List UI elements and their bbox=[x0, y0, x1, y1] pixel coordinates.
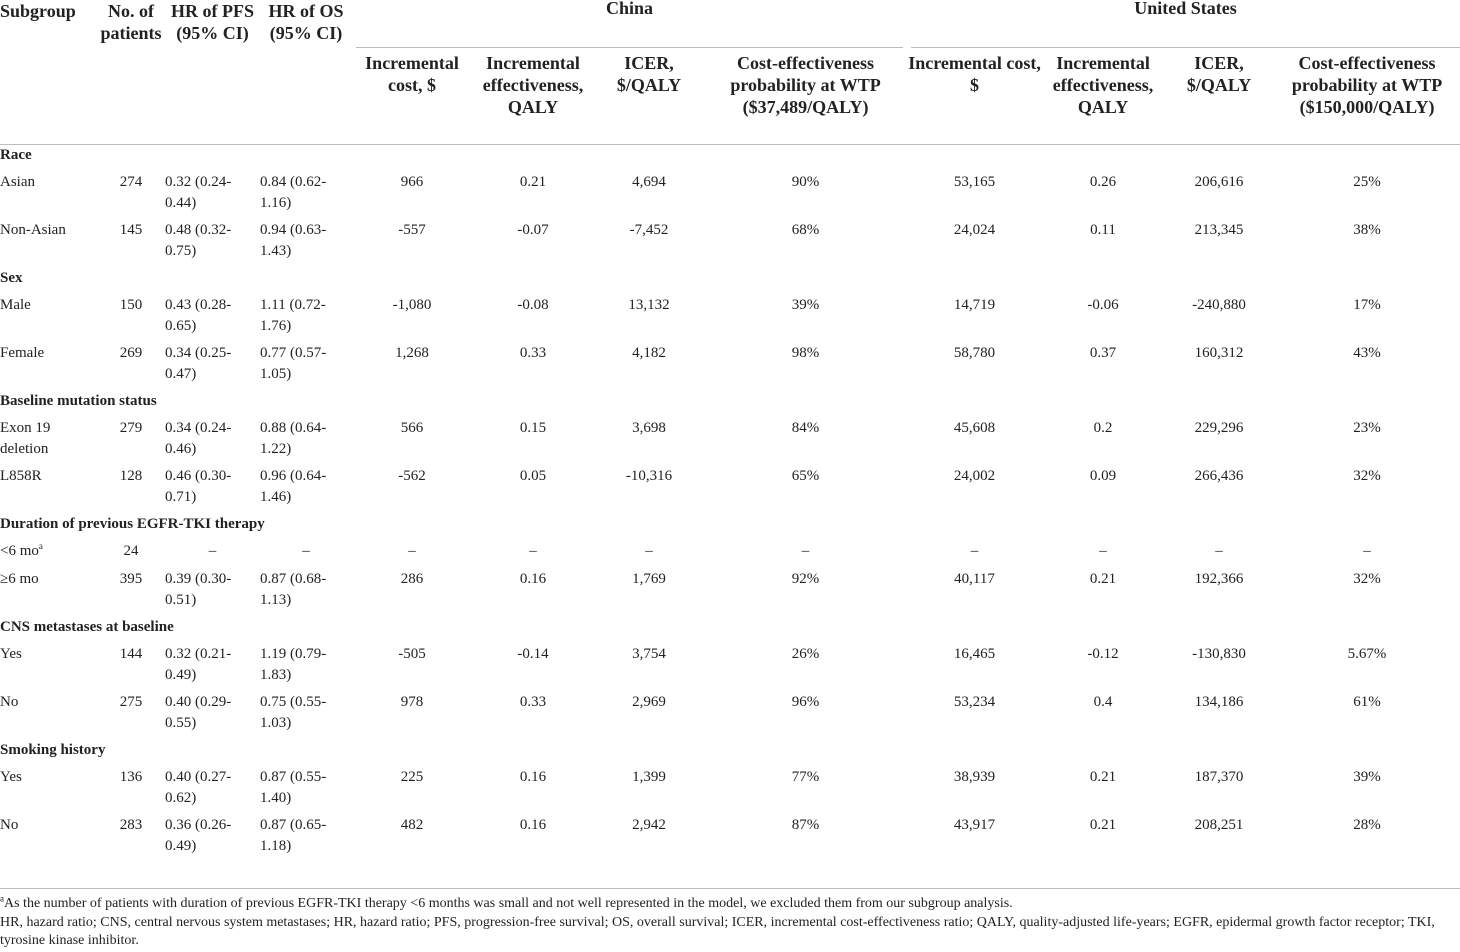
china-effectiveness-cell: -0.14 bbox=[517, 646, 549, 662]
china-icer-cell: 2,969 bbox=[632, 694, 666, 710]
china-icer-cell: -7,452 bbox=[629, 222, 669, 238]
china-probability-cell: – bbox=[801, 543, 810, 559]
hr-pfs-cell: 0.34 (0.25-0.47) bbox=[165, 345, 232, 382]
us-icer-cell: 192,366 bbox=[1194, 571, 1244, 587]
china-probability-cell: 39% bbox=[791, 297, 820, 313]
hr-os-cell: 1.11 (0.72-1.76) bbox=[260, 297, 326, 334]
us-cost-cell: 24,002 bbox=[953, 468, 996, 484]
china-cost-cell: 1,268 bbox=[395, 345, 429, 361]
us-cost-cell: 16,465 bbox=[953, 646, 996, 662]
china-effectiveness-cell: 0.16 bbox=[519, 817, 547, 833]
group-header-us: United States bbox=[907, 0, 1460, 52]
patients-cell: 275 bbox=[119, 694, 143, 710]
patients-cell: 136 bbox=[119, 769, 143, 785]
us-icer-cell: 206,616 bbox=[1194, 174, 1244, 190]
hr-os-cell: 0.84 (0.62-1.16) bbox=[260, 174, 327, 211]
hr-os-cell: 0.87 (0.65-1.18) bbox=[260, 817, 327, 854]
table-row bbox=[0, 767, 1460, 815]
col-header-us-prob: Cost-effectiveness probability at WTP ($150,000/QALY) bbox=[1291, 53, 1443, 117]
table-row bbox=[0, 343, 1460, 391]
us-cost-cell: 53,234 bbox=[953, 694, 996, 710]
us-cost-cell: 58,780 bbox=[953, 345, 996, 361]
hr-os-cell: 0.87 (0.68-1.13) bbox=[260, 571, 327, 608]
patients-cell: 283 bbox=[119, 817, 143, 833]
category-label: CNS metastases at baseline bbox=[0, 619, 174, 635]
category-row bbox=[0, 514, 1460, 541]
table-row bbox=[0, 418, 1460, 466]
table-body bbox=[0, 145, 1460, 864]
hr-pfs-cell: 0.46 (0.30-0.71) bbox=[165, 468, 232, 505]
china-icer-cell: -10,316 bbox=[625, 468, 673, 484]
us-icer-cell: 213,345 bbox=[1194, 222, 1244, 238]
col-header-patients: No. of patients bbox=[100, 1, 162, 43]
subgroup-name-cell: No bbox=[0, 694, 19, 710]
china-probability-cell: 98% bbox=[791, 345, 820, 361]
us-effectiveness-cell: 0.21 bbox=[1089, 769, 1117, 785]
subgroup-name-cell: Female bbox=[0, 345, 45, 361]
category-row bbox=[0, 268, 1460, 295]
category-row bbox=[0, 145, 1460, 173]
hr-os-cell: – bbox=[302, 543, 310, 559]
china-effectiveness-cell: 0.15 bbox=[519, 420, 547, 436]
china-cost-cell: – bbox=[408, 543, 416, 559]
us-icer-cell: – bbox=[1215, 543, 1223, 559]
table-row bbox=[0, 815, 1460, 863]
category-row bbox=[0, 740, 1460, 767]
table-row bbox=[0, 172, 1460, 220]
us-probability-cell: 17% bbox=[1353, 297, 1381, 313]
china-icer-cell: 1,399 bbox=[632, 769, 666, 785]
patients-cell: 150 bbox=[119, 297, 143, 313]
us-probability-cell: 32% bbox=[1353, 468, 1381, 484]
us-cost-cell: 24,024 bbox=[953, 222, 996, 238]
col-header-hr-pfs: HR of PFS (95% CI) bbox=[171, 1, 254, 43]
us-icer-cell: 266,436 bbox=[1194, 468, 1244, 484]
patients-cell: 274 bbox=[119, 174, 143, 190]
patients-cell: 145 bbox=[119, 222, 143, 238]
china-icer-cell: 3,754 bbox=[632, 646, 666, 662]
us-probability-cell: 61% bbox=[1353, 694, 1381, 710]
subgroup-name-cell: Yes bbox=[0, 646, 22, 662]
us-icer-cell: -240,880 bbox=[1192, 297, 1246, 313]
us-effectiveness-cell: 0.4 bbox=[1093, 694, 1113, 710]
us-icer-cell: 187,370 bbox=[1194, 769, 1244, 785]
subgroup-name-cell: Yes bbox=[0, 769, 22, 785]
china-icer-cell: 1,769 bbox=[632, 571, 666, 587]
china-effectiveness-cell: – bbox=[529, 543, 537, 559]
hr-pfs-cell: 0.36 (0.26-0.49) bbox=[165, 817, 232, 854]
china-icer-cell: 4,182 bbox=[632, 345, 666, 361]
group-header-china: China bbox=[352, 0, 907, 52]
us-probability-cell: 28% bbox=[1353, 817, 1381, 833]
hr-os-cell: 0.94 (0.63-1.43) bbox=[260, 222, 327, 259]
hr-os-cell: 0.87 (0.55-1.40) bbox=[260, 769, 327, 806]
us-effectiveness-cell: 0.21 bbox=[1089, 817, 1117, 833]
us-probability-cell: 43% bbox=[1353, 345, 1381, 361]
us-probability-cell: 23% bbox=[1353, 420, 1381, 436]
us-cost-cell: 43,917 bbox=[953, 817, 996, 833]
china-probability-cell: 26% bbox=[791, 646, 820, 662]
col-header-hr-os: HR of OS (95% CI) bbox=[268, 1, 344, 43]
china-probability-cell: 90% bbox=[791, 174, 820, 190]
us-cost-cell: 40,117 bbox=[954, 571, 995, 587]
us-effectiveness-cell: 0.21 bbox=[1089, 571, 1117, 587]
china-icer-cell: 2,942 bbox=[632, 817, 666, 833]
col-header-subgroup: Subgroup bbox=[0, 1, 76, 21]
patients-cell: 128 bbox=[119, 468, 143, 484]
china-effectiveness-cell: 0.21 bbox=[519, 174, 547, 190]
table-row bbox=[0, 692, 1460, 740]
category-label: Baseline mutation status bbox=[0, 393, 157, 409]
subgroup-name-cell: ≥6 mo bbox=[0, 571, 39, 587]
table-row bbox=[0, 541, 1460, 569]
footnote-abbreviations: HR, hazard ratio; CNS, central nervous system metastases; HR, hazard ratio; PFS, progression-free survival; OS, overall survival; ICER, incremental cost-effectiveness ratio; QALY, quality-adjusted life-years; EGFR, epidermal growth factor receptor; TKI, tyrosine kinase inhibitor. bbox=[0, 914, 1435, 948]
china-cost-cell: -505 bbox=[398, 646, 426, 662]
us-effectiveness-cell: -0.12 bbox=[1087, 646, 1119, 662]
us-effectiveness-cell: 0.26 bbox=[1089, 174, 1117, 190]
us-icer-cell: 160,312 bbox=[1194, 345, 1244, 361]
china-icer-cell: 4,694 bbox=[632, 174, 666, 190]
hr-os-cell: 0.77 (0.57-1.05) bbox=[260, 345, 327, 382]
hr-os-cell: 0.96 (0.64-1.46) bbox=[260, 468, 327, 505]
us-cost-cell: 53,165 bbox=[953, 174, 996, 190]
us-effectiveness-cell: 0.11 bbox=[1090, 222, 1116, 238]
us-cost-cell: 14,719 bbox=[953, 297, 996, 313]
patients-cell: 279 bbox=[119, 420, 143, 436]
hr-pfs-cell: 0.39 (0.30-0.51) bbox=[165, 571, 232, 608]
hr-pfs-cell: 0.32 (0.21-0.49) bbox=[165, 646, 232, 683]
us-effectiveness-cell: 0.09 bbox=[1089, 468, 1117, 484]
us-cost-cell: – bbox=[970, 543, 979, 559]
col-header-us-eff: Incremental effectiveness, QALY bbox=[1052, 53, 1154, 117]
us-probability-cell: 32% bbox=[1353, 571, 1381, 587]
col-header-us-cost: Incremental cost, $ bbox=[908, 53, 1041, 95]
hr-os-cell: 1.19 (0.79-1.83) bbox=[260, 646, 327, 683]
us-icer-cell: 134,186 bbox=[1194, 694, 1244, 710]
us-probability-cell: 5.67% bbox=[1347, 646, 1387, 662]
china-cost-cell: 566 bbox=[400, 420, 424, 436]
us-cost-cell: 38,939 bbox=[953, 769, 996, 785]
china-probability-cell: 84% bbox=[791, 420, 820, 436]
china-effectiveness-cell: -0.07 bbox=[517, 222, 549, 238]
china-probability-cell: 92% bbox=[791, 571, 820, 587]
us-probability-cell: 39% bbox=[1353, 769, 1381, 785]
us-icer-cell: 229,296 bbox=[1194, 420, 1244, 436]
hr-pfs-cell: 0.32 (0.24-0.44) bbox=[165, 174, 232, 211]
china-cost-cell: -557 bbox=[398, 222, 426, 238]
col-header-cn-eff: Incremental effectiveness, QALY bbox=[482, 53, 584, 117]
china-probability-cell: 87% bbox=[791, 817, 820, 833]
footnote-a: $^a$As the number of patients with duration of previous EGFR-TKI therapy <6 months was small and not well represented in the model, we excluded them from our subgroup analysis. bbox=[0, 893, 1013, 911]
table-row bbox=[0, 295, 1460, 343]
table-row bbox=[0, 644, 1460, 692]
hr-pfs-cell: – bbox=[208, 543, 217, 559]
china-icer-cell: 3,698 bbox=[632, 420, 666, 436]
china-effectiveness-cell: 0.16 bbox=[519, 571, 547, 587]
subgroup-name-cell: L858R bbox=[0, 468, 42, 484]
col-header-cn-icer: ICER, $/QALY bbox=[616, 53, 682, 95]
table-row bbox=[0, 466, 1460, 514]
hr-pfs-cell: 0.48 (0.32-0.75) bbox=[165, 222, 232, 259]
us-icer-cell: -130,830 bbox=[1192, 646, 1246, 662]
china-cost-cell: 286 bbox=[400, 571, 424, 587]
us-effectiveness-cell: – bbox=[1099, 543, 1107, 559]
category-label: Smoking history bbox=[0, 742, 106, 758]
category-row bbox=[0, 391, 1460, 418]
col-header-cn-cost: Incremental cost, $ bbox=[365, 53, 459, 95]
china-effectiveness-cell: 0.05 bbox=[519, 468, 547, 484]
patients-cell: 144 bbox=[119, 646, 143, 662]
us-probability-cell: 25% bbox=[1353, 174, 1381, 190]
china-probability-cell: 96% bbox=[791, 694, 820, 710]
china-cost-cell: 966 bbox=[400, 174, 424, 190]
category-row bbox=[0, 617, 1460, 644]
subgroup-name-cell: Exon 19 deletion bbox=[0, 420, 51, 457]
china-effectiveness-cell: -0.08 bbox=[517, 297, 549, 313]
subgroup-name-cell: <6 $mo^a$ bbox=[0, 541, 43, 559]
china-cost-cell: -1,080 bbox=[392, 297, 432, 313]
china-cost-cell: 482 bbox=[400, 817, 424, 833]
china-effectiveness-cell: 0.33 bbox=[519, 694, 547, 710]
china-effectiveness-cell: 0.33 bbox=[519, 345, 547, 361]
subgroup-name-cell: Asian bbox=[0, 174, 35, 190]
table-footnotes bbox=[0, 888, 1460, 951]
hr-os-cell: 0.75 (0.55-1.03) bbox=[260, 694, 327, 731]
us-effectiveness-cell: 0.37 bbox=[1089, 345, 1117, 361]
china-cost-cell: 978 bbox=[400, 694, 424, 710]
hr-pfs-cell: 0.40 (0.29-0.55) bbox=[165, 694, 232, 731]
hr-os-cell: 0.88 (0.64-1.22) bbox=[260, 420, 327, 457]
table-row bbox=[0, 569, 1460, 617]
hr-pfs-cell: 0.34 (0.24-0.46) bbox=[165, 420, 232, 457]
china-icer-cell: – bbox=[645, 543, 653, 559]
us-effectiveness-cell: 0.2 bbox=[1093, 420, 1113, 436]
china-icer-cell: 13,132 bbox=[628, 297, 670, 313]
category-label: Sex bbox=[0, 270, 23, 286]
china-cost-cell: -562 bbox=[398, 468, 426, 484]
us-probability-cell: – bbox=[1363, 543, 1371, 559]
patients-cell: 395 bbox=[119, 571, 143, 587]
hr-pfs-cell: 0.40 (0.27-0.62) bbox=[165, 769, 232, 806]
china-probability-cell: 68% bbox=[791, 222, 820, 238]
us-effectiveness-cell: -0.06 bbox=[1087, 297, 1119, 313]
category-label: Race bbox=[0, 147, 32, 163]
patients-cell: 24 bbox=[123, 543, 139, 559]
col-header-us-icer: ICER, $/QALY bbox=[1186, 53, 1252, 95]
table-row bbox=[0, 220, 1460, 268]
subgroup-name-cell: Non-Asian bbox=[0, 222, 66, 238]
subgroup-name-cell: No bbox=[0, 817, 19, 833]
china-cost-cell: 225 bbox=[400, 769, 424, 785]
category-label: Duration of previous EGFR-TKI therapy bbox=[0, 516, 265, 532]
us-cost-cell: 45,608 bbox=[953, 420, 996, 436]
china-effectiveness-cell: 0.16 bbox=[519, 769, 547, 785]
us-probability-cell: 38% bbox=[1353, 222, 1381, 238]
patients-cell: 269 bbox=[119, 345, 143, 361]
hr-pfs-cell: 0.43 (0.28-0.65) bbox=[165, 297, 232, 334]
china-probability-cell: 77% bbox=[791, 769, 820, 785]
col-header-cn-prob: Cost-effectiveness probability at WTP ($37,489/QALY) bbox=[730, 53, 881, 117]
china-probability-cell: 65% bbox=[791, 468, 820, 484]
subgroup-name-cell: Male bbox=[0, 297, 31, 313]
us-icer-cell: 208,251 bbox=[1194, 817, 1244, 833]
